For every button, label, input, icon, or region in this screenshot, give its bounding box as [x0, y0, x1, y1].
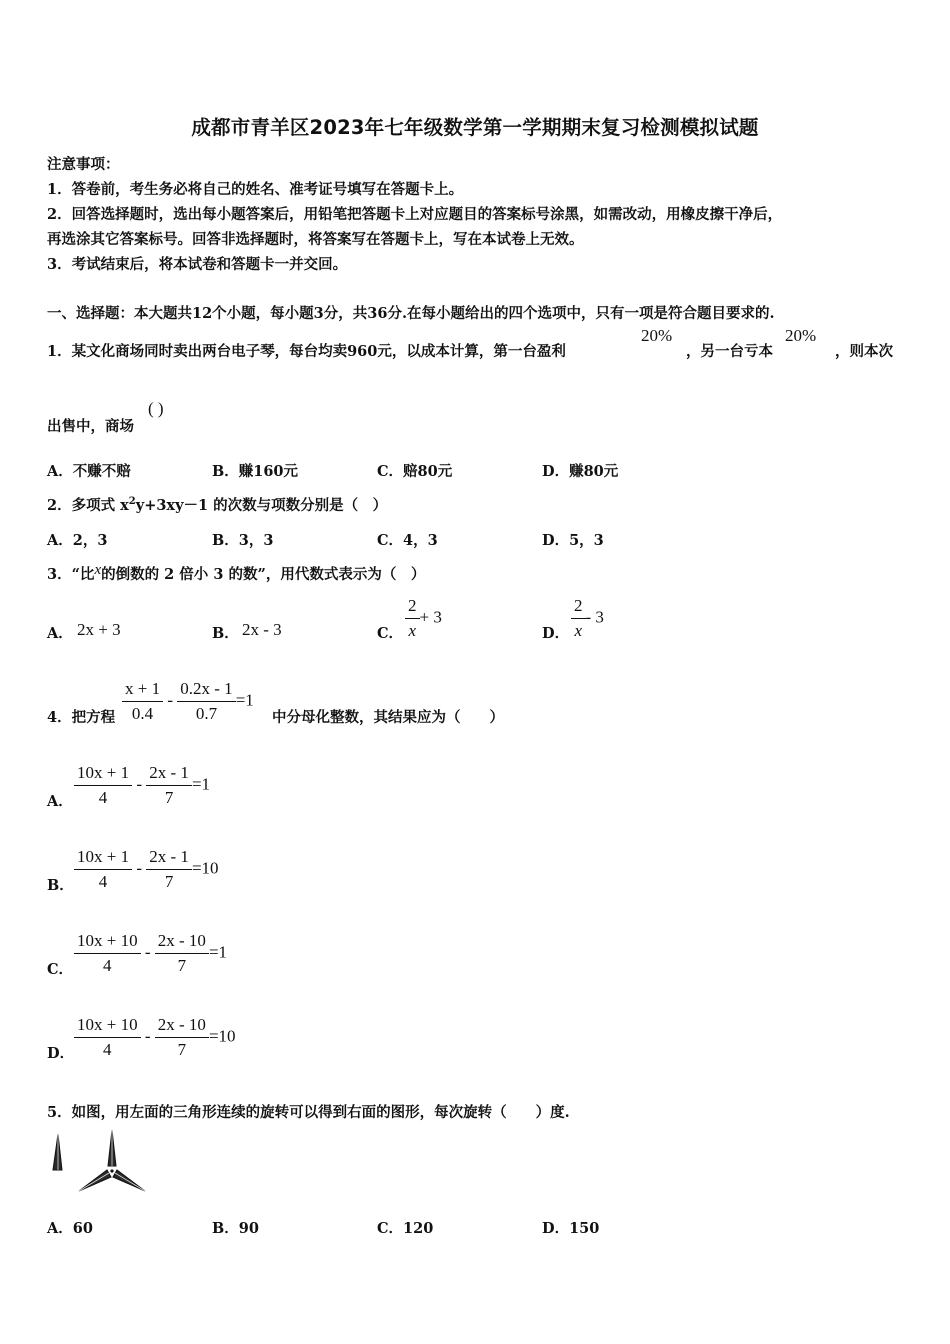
q3-label-a: A．: [47, 625, 73, 642]
q2-exponent: 2: [128, 496, 136, 508]
q2-option-c: C．4，3: [377, 532, 438, 549]
q1-text-2: ，另一台亏本: [686, 343, 773, 360]
q4-label-a: A．: [47, 793, 73, 810]
q4-b-num1: 10x + 1: [77, 847, 130, 866]
q4-text-post: 中分母化整数，其结果应为（ ）: [272, 709, 504, 726]
notice-item-2-cont: 再选涂其它答案标号。回答非选择题时，将答案写在答题卡上，写在本试卷上无效。: [47, 231, 584, 248]
q1-text-3: ，则本次: [835, 343, 893, 360]
q4-d-den1: 4: [74, 1037, 141, 1060]
q4-b-op: -: [136, 858, 143, 878]
q1-option-d: D．赚80元: [542, 463, 619, 480]
notice-heading: 注意事项：: [47, 156, 120, 173]
notice-item-1: 1．答卷前，考生务必将自己的姓名、准考证号填写在答题卡上。: [47, 181, 464, 198]
q4-c-num1: 10x + 10: [77, 931, 138, 950]
q4-d-rhs: =10: [208, 1026, 236, 1046]
q3-label-b: B．: [212, 625, 239, 642]
q4-c-den1: 4: [74, 953, 141, 976]
q4-b-den2: 7: [146, 869, 192, 892]
q4-a-den1: 4: [74, 785, 132, 808]
q4-a-num1: 10x + 1: [77, 763, 130, 782]
q2-option-b: B．3，3: [212, 532, 274, 549]
q4-a-num2: 2x - 1: [149, 763, 189, 782]
q4-eq-num2: 0.2x - 1: [180, 679, 233, 698]
q5-option-d: D．150: [542, 1220, 600, 1237]
q3-text-pre: 3．“比: [47, 566, 95, 583]
q4-c-den2: 7: [155, 953, 209, 976]
notice-item-2: 2．回答选择题时，选出每小题答案后，用铅笔把答题卡上对应题目的答案标号涂黑，如需改动，用橡皮擦干净后，: [47, 206, 783, 223]
section-heading: 一、选择题：本大题共12个小题，每小题3分，共36分.在每小题给出的四个选项中，只有一项是符合题目要求的.: [47, 305, 775, 322]
q4-d-num2: 2x - 10: [157, 1015, 206, 1034]
q4-text-pre: 4．把方程: [47, 709, 116, 726]
q4-d-den2: 7: [155, 1037, 209, 1060]
q5-text: 5．如图，用左面的三角形连续的旋转可以得到右面的图形，每次旋转（ ）度.: [47, 1104, 570, 1121]
q2-option-a: A．2，3: [47, 532, 108, 549]
q4-c-rhs: =1: [208, 942, 228, 962]
q4-option-b: [74, 847, 219, 892]
q3-label-d: D．: [542, 625, 570, 642]
q4-b-num2: 2x - 1: [149, 847, 189, 866]
q4-label-b: B．: [47, 877, 74, 894]
q3-text-post: 的倒数的 2 倍小 3 的数”，用代数式表示为（ ）: [101, 566, 426, 583]
q4-b-den1: 4: [74, 869, 132, 892]
q5-figure: [45, 1128, 155, 1194]
q3-option-d: [571, 596, 604, 641]
q3-text: [47, 563, 425, 584]
q4-c-op: -: [144, 942, 151, 962]
q4-equation: [122, 679, 254, 724]
q4-option-d: [74, 1015, 236, 1060]
q2-text-post: y+3xy－1 的次数与项数分别是（ ）: [135, 497, 388, 514]
q1-text-line2: 出售中，商场: [47, 418, 134, 435]
q2-option-d: D．5，3: [542, 532, 604, 549]
q3-d-tail: - 3: [585, 607, 604, 627]
q4-eq-rhs: =1: [235, 690, 254, 710]
q4-eq-den1: 0.4: [122, 701, 163, 724]
q4-b-rhs: =10: [191, 858, 219, 878]
q1-pct-2: 20%: [785, 326, 817, 345]
q4-d-op: -: [144, 1026, 151, 1046]
q1-option-a: A．不赚不赔: [47, 463, 131, 480]
q3-option-c: [405, 596, 442, 641]
q5-option-a: A．60: [47, 1220, 93, 1237]
q4-a-rhs: =1: [191, 774, 211, 794]
q4-d-num1: 10x + 10: [77, 1015, 138, 1034]
q3-label-c: C．: [377, 625, 404, 642]
q3-c-numerator: 2: [408, 596, 417, 615]
q4-eq-num1: x + 1: [125, 679, 161, 698]
q1-option-c: C．赔80元: [377, 463, 453, 480]
q3-variable: x: [94, 562, 102, 578]
q4-a-den2: 7: [146, 785, 192, 808]
q4-eq-op: -: [167, 690, 174, 710]
q4-c-num2: 2x - 10: [157, 931, 206, 950]
q4-eq-den2: 0.7: [177, 701, 235, 724]
notice-item-3: 3．考试结束后，将本试卷和答题卡一并交回。: [47, 256, 348, 273]
q1-option-b: B．赚160元: [212, 463, 299, 480]
q1-paren: ( ): [148, 399, 164, 418]
q4-option-c: [74, 931, 227, 976]
q4-option-a: [74, 763, 210, 808]
q3-option-a: 2x + 3: [77, 620, 121, 639]
q2-text-pre: 2．多项式 x: [47, 497, 129, 514]
single-triangle-figure: [53, 1134, 62, 1170]
q5-option-c: C．120: [377, 1220, 434, 1237]
q3-d-numerator: 2: [574, 596, 583, 615]
q4-label-c: C．: [47, 961, 74, 978]
q3-c-denominator: x: [405, 618, 420, 641]
q1-pct-1: 20%: [641, 326, 673, 345]
q4-a-op: -: [136, 774, 143, 794]
q3-c-tail: + 3: [419, 607, 442, 627]
q4-label-d: D．: [47, 1045, 75, 1062]
q2-text: [47, 494, 387, 515]
q5-option-b: B．90: [212, 1220, 259, 1237]
q3-option-b: 2x - 3: [242, 620, 282, 639]
q3-d-denominator: x: [571, 618, 586, 641]
rotated-triangles-figure: [79, 1130, 145, 1191]
q1-text: 1．某文化商场同时卖出两台电子琴，每台均卖960元，以成本计算，第一台盈利: [47, 343, 566, 360]
page-title: 成都市青羊区2023年七年级数学第一学期期末复习检测模拟试题: [191, 116, 759, 139]
